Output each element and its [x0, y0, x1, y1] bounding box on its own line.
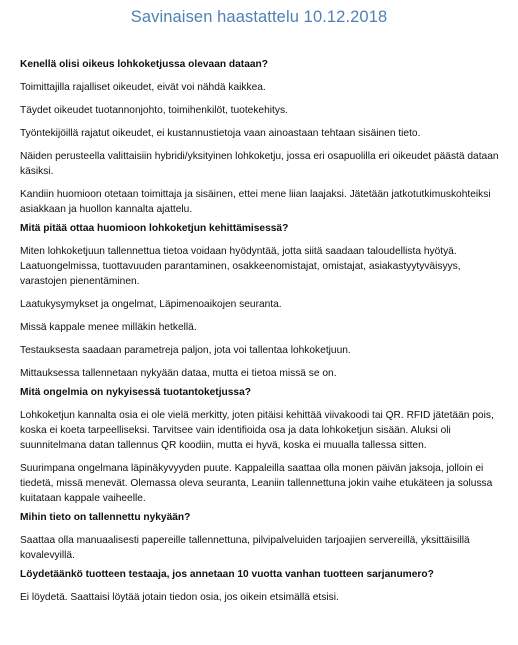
answer-paragraph: Mittauksessa tallennetaan nykyään dataa, mutta ei tietoa missä se on. [20, 368, 337, 379]
answer-paragraph: Täydet oikeudet tuotannonjohto, toimihenkilöt, tuotekehitys. [20, 105, 288, 116]
answer-paragraph: Testauksesta saadaan parametreja paljon, jota voi tallentaa lohkoketjuun. [20, 345, 351, 356]
answer-paragraph: Työntekijöillä rajatut oikeudet, ei kustannustietoja vaan ainoastaan tehtaan sisäinen tieto. [20, 128, 421, 139]
document-body [20, 57, 508, 613]
answer-paragraph: Missä kappale menee milläkin hetkellä. [20, 322, 197, 333]
answer-paragraph: Ei löydetä. Saattaisi löytää jotain tiedon osia, jos oikein etsimällä etsisi. [20, 592, 339, 603]
answer-paragraph: Laatukysymykset ja ongelmat, Läpimenoaikojen seuranta. [20, 299, 282, 310]
question-heading: Mitä ongelmia on nykyisessä tuotantoketjussa? [20, 387, 251, 398]
answer-paragraph: Näiden perusteella valittaisiin hybridi/yksityinen lohkoketju, jossa eri osapuolilla eri oikeudet päästä dataan käsiksi. [20, 151, 499, 177]
answer-paragraph: Kandiin huomioon otetaan toimittaja ja sisäinen, ettei mene liian laajaksi. Jätetään jatkotutkimuskohteiksi asiakkaan ja huollon kannalta ajattelu. [20, 189, 491, 215]
question-heading: Mitä pitää ottaa huomioon lohkoketjun kehittämisessä? [20, 223, 289, 234]
question-heading: Mihin tieto on tallennettu nykyään? [20, 512, 191, 523]
answer-paragraph: Suurimpana ongelmana läpinäkyvyyden puute. Kappaleilla saattaa olla monen päivän jaksoja, jolloin ei tiedetä, missä menevät. Olemassa oleva seuranta, Leaniin tallennettuna jokin vaihe etukäteen ja solussa kuitataan kappale vaiheelle. [20, 463, 493, 504]
answer-paragraph: Saattaa olla manuaalisesti papereille tallennettuna, pilvipalveluiden tarjoajien servereillä, yksittäisillä kovalevyillä. [20, 535, 470, 561]
answer-paragraph: Lohkoketjun kannalta osia ei ole vielä merkitty, joten pitäisi kehittää viivakoodi tai QR. RFID jätetään pois, koska ei koeta tarpeelliseksi. Tarvitsee vain identifioida osa ja data lohkoketjun sisään. Aluksi oli suunnitelmana datan tallennus QR koodiin, mutta ei hyvä, koska ei muualla tallessa sitten. [20, 410, 494, 451]
question-heading: Löydetäänkö tuotteen testaaja, jos annetaan 10 vuotta vanhan tuotteen sarjanumero? [20, 569, 434, 580]
answer-paragraph: Toimittajilla rajalliset oikeudet, eivät voi nähdä kaikkea. [20, 82, 266, 93]
answer-paragraph: Miten lohkoketjuun tallennettua tietoa voidaan hyödyntää, jotta siitä saadaan taloudellista hyötyä. Laatuongelmissa, tuottavuuden parantaminen, osakkeenomistajat, omistajat, asiakastyytyväisyys, varastojen pienentäminen. [20, 246, 461, 287]
question-heading: Kenellä olisi oikeus lohkoketjussa olevaan dataan? [20, 59, 268, 70]
document-title: Savinaisen haastattelu 10.12.2018 [130, 8, 388, 26]
